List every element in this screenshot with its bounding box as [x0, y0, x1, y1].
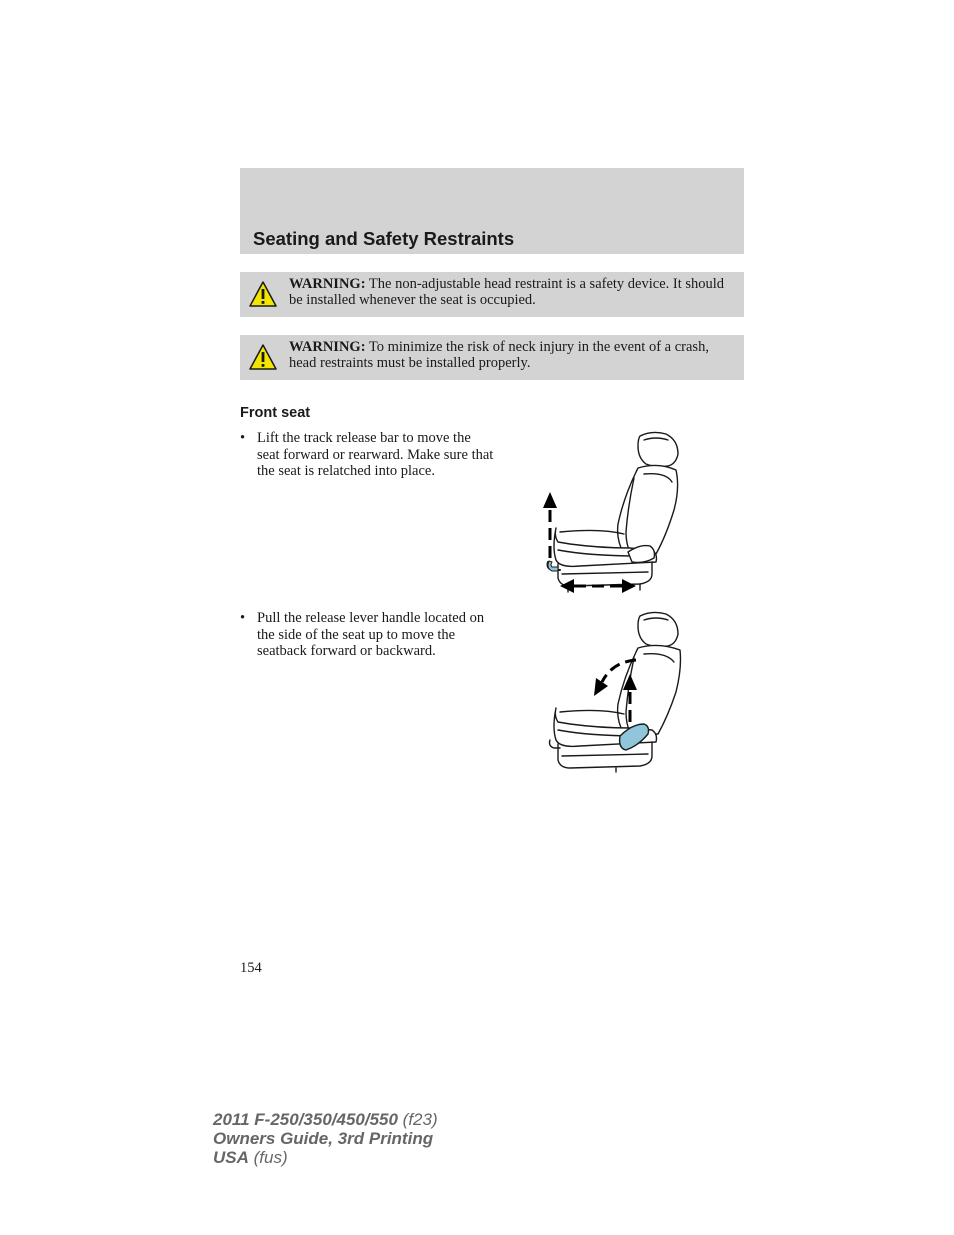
warning-body: The non-adjustable head restraint is a safety device. It should be installed whenever the seat is occupied. [289, 276, 725, 308]
bullet-mark: • [240, 610, 246, 626]
footer-line-region [213, 1148, 438, 1167]
footer-model-code: (f23) [397, 1110, 438, 1129]
bullet-mark: • [240, 430, 246, 446]
warning-triangle-icon [248, 343, 278, 371]
document-footer [213, 1110, 438, 1167]
section-header-band [240, 168, 744, 254]
warning-text [289, 339, 736, 371]
seat-track-release-illustration [540, 428, 690, 596]
bullet-item [240, 430, 495, 500]
footer-line-guide [213, 1129, 438, 1148]
bullet-text: Lift the track release bar to move the seat forward or rearward. Make sure that the seat is relatched into place. [257, 430, 494, 479]
section-title: Seating and Safety Restraints [253, 228, 515, 249]
warning-box-head-restraint-device [240, 272, 744, 317]
bullet-text: Pull the release lever handle located on the side of the seat up to move the seatback forward or backward. [257, 610, 485, 659]
warning-box-neck-injury [240, 335, 744, 380]
footer-line-model [213, 1110, 438, 1129]
footer-model: 2011 F-250/350/450/550 [213, 1110, 398, 1129]
subsection-heading: Front seat [240, 405, 311, 421]
footer-guide: Owners Guide, 3rd Printing [213, 1129, 434, 1148]
page-number: 154 [240, 960, 262, 976]
footer-region: USA [213, 1148, 249, 1167]
footer-region-code: (fus) [248, 1148, 288, 1167]
seatback-recline-illustration [540, 608, 690, 776]
warning-text [289, 276, 736, 308]
bullet-item [240, 610, 495, 680]
warning-body: To minimize the risk of neck injury in the event of a crash, head restraints must be installed properly. [289, 339, 709, 371]
warning-label: WARNING: [289, 339, 366, 355]
warning-triangle-icon [248, 280, 278, 308]
warning-label: WARNING: [289, 276, 366, 292]
